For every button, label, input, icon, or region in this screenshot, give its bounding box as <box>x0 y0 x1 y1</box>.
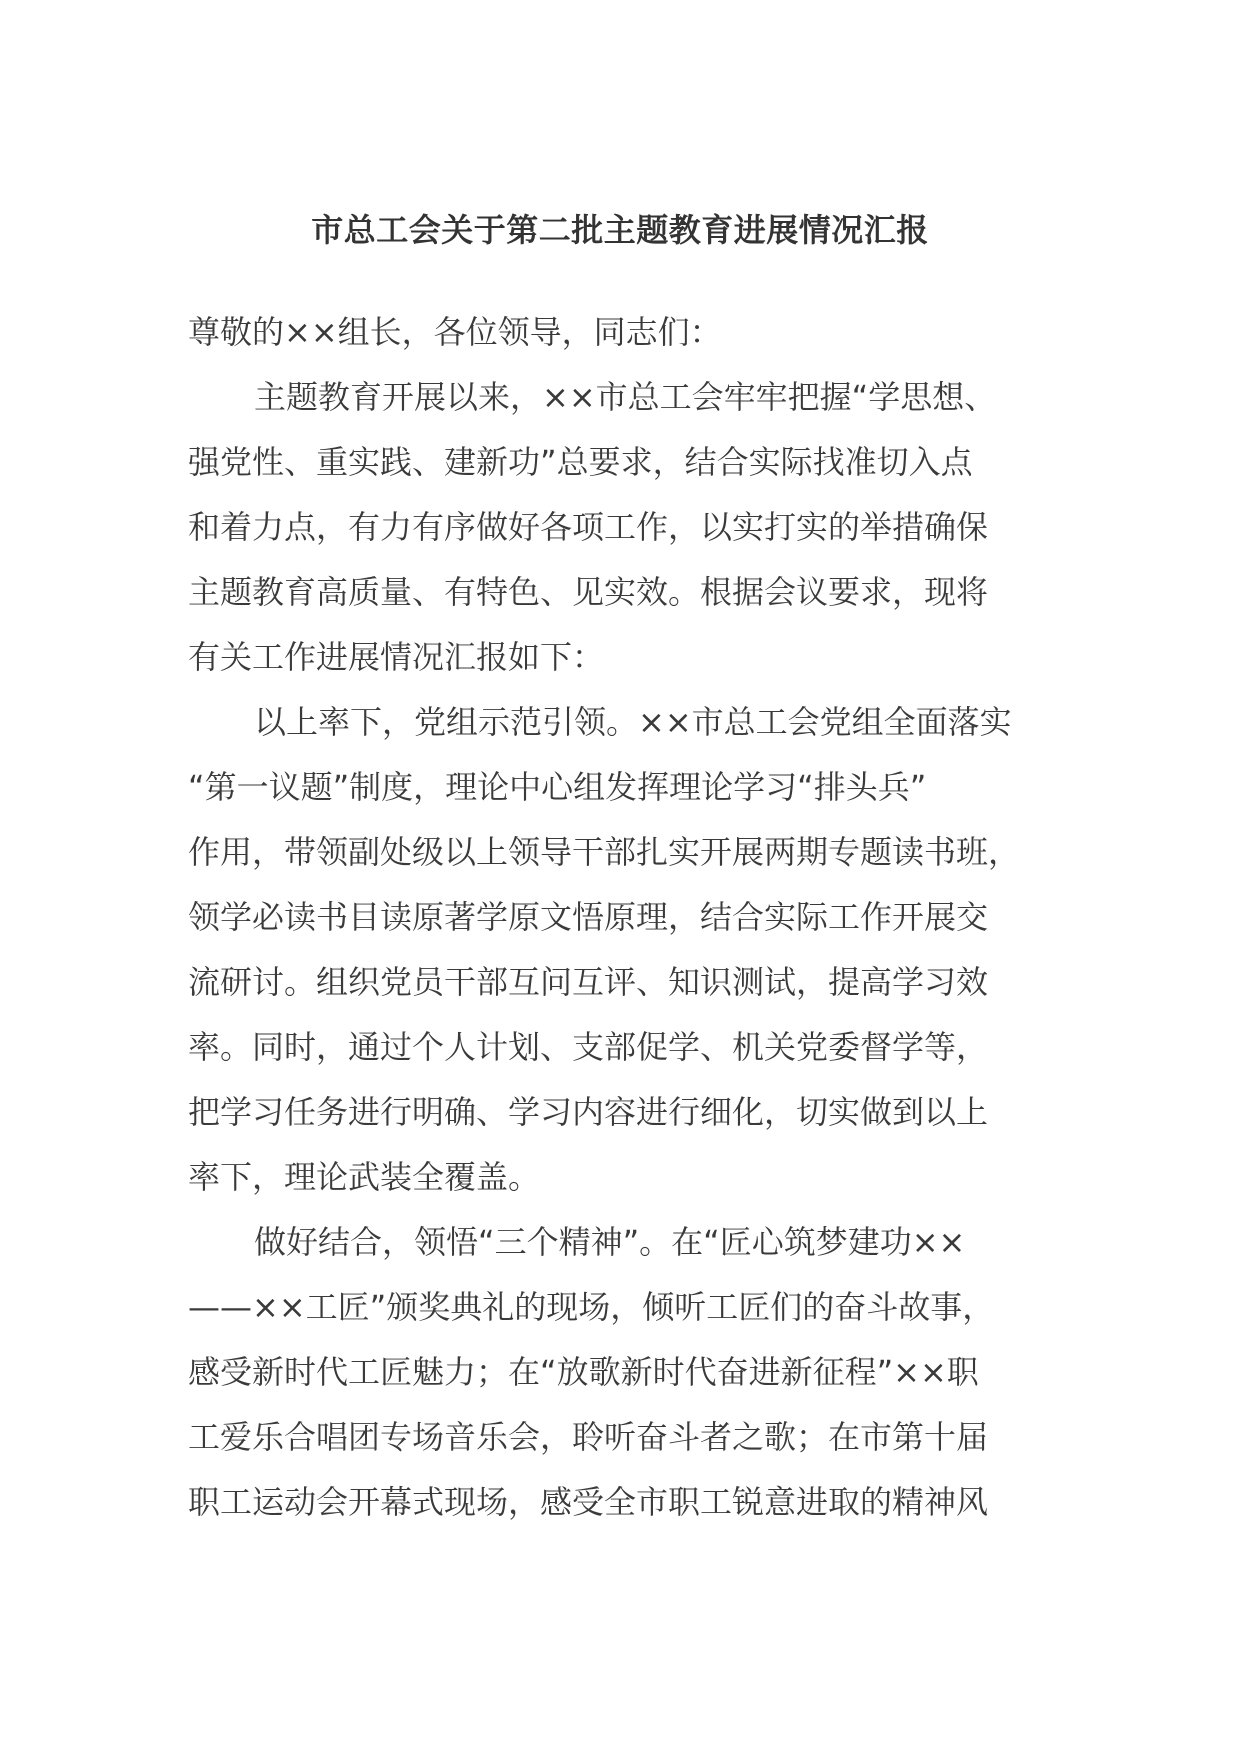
body-text-line: 感受新时代工匠魅力；在“放歌新时代奋进新征程”××职 <box>188 1353 979 1391</box>
document-body <box>188 300 1056 1535</box>
body-text-line: 主题教育高质量、有特色、见实效。根据会议要求，现将 <box>188 573 989 611</box>
body-text-line: 把学习任务进行明确、学习内容进行细化，切实做到以上 <box>188 1093 989 1131</box>
body-text-line: 做好结合，领悟“三个精神”。在“匠心筑梦建功×× <box>254 1223 966 1261</box>
body-text-line: 率下，理论武装全覆盖。 <box>188 1158 541 1196</box>
body-text-line: ——××工匠”颁奖典礼的现场，倾听工匠们的奋斗故事， <box>188 1288 995 1326</box>
body-text-line: 尊敬的××组长，各位领导，同志们： <box>188 313 722 351</box>
body-text-line: “第一议题”制度，理论中心组发挥理论学习“排头兵” <box>188 768 927 806</box>
body-text-line: 强党性、重实践、建新功”总要求，结合实际找准切入点 <box>188 443 973 481</box>
body-text-line: 率。同时，通过个人计划、支部促学、机关党委督学等， <box>188 1028 989 1066</box>
body-text-line: 主题教育开展以来，××市总工会牢牢把握“学思想、 <box>254 378 997 416</box>
body-text-line: 作用，带领副处级以上领导干部扎实开展两期专题读书班， <box>188 833 1021 871</box>
body-text-line: 以上率下，党组示范引领。××市总工会党组全面落实 <box>254 703 1012 741</box>
body-text-line: 和着力点，有力有序做好各项工作，以实打实的举措确保 <box>188 508 989 546</box>
body-text-line: 有关工作进展情况汇报如下： <box>188 638 605 676</box>
body-text-line: 工爱乐合唱团专场音乐会，聆听奋斗者之歌；在市第十届 <box>188 1418 989 1456</box>
body-text-line: 流研讨。组织党员干部互问互评、知识测试，提高学习效 <box>188 963 989 1001</box>
document-title: 市总工会关于第二批主题教育进展情况汇报 <box>311 211 929 249</box>
body-text-line: 职工运动会开幕式现场，感受全市职工锐意进取的精神风 <box>188 1483 989 1521</box>
body-text-line: 领学必读书目读原著学原文悟原理，结合实际工作开展交 <box>188 898 989 936</box>
